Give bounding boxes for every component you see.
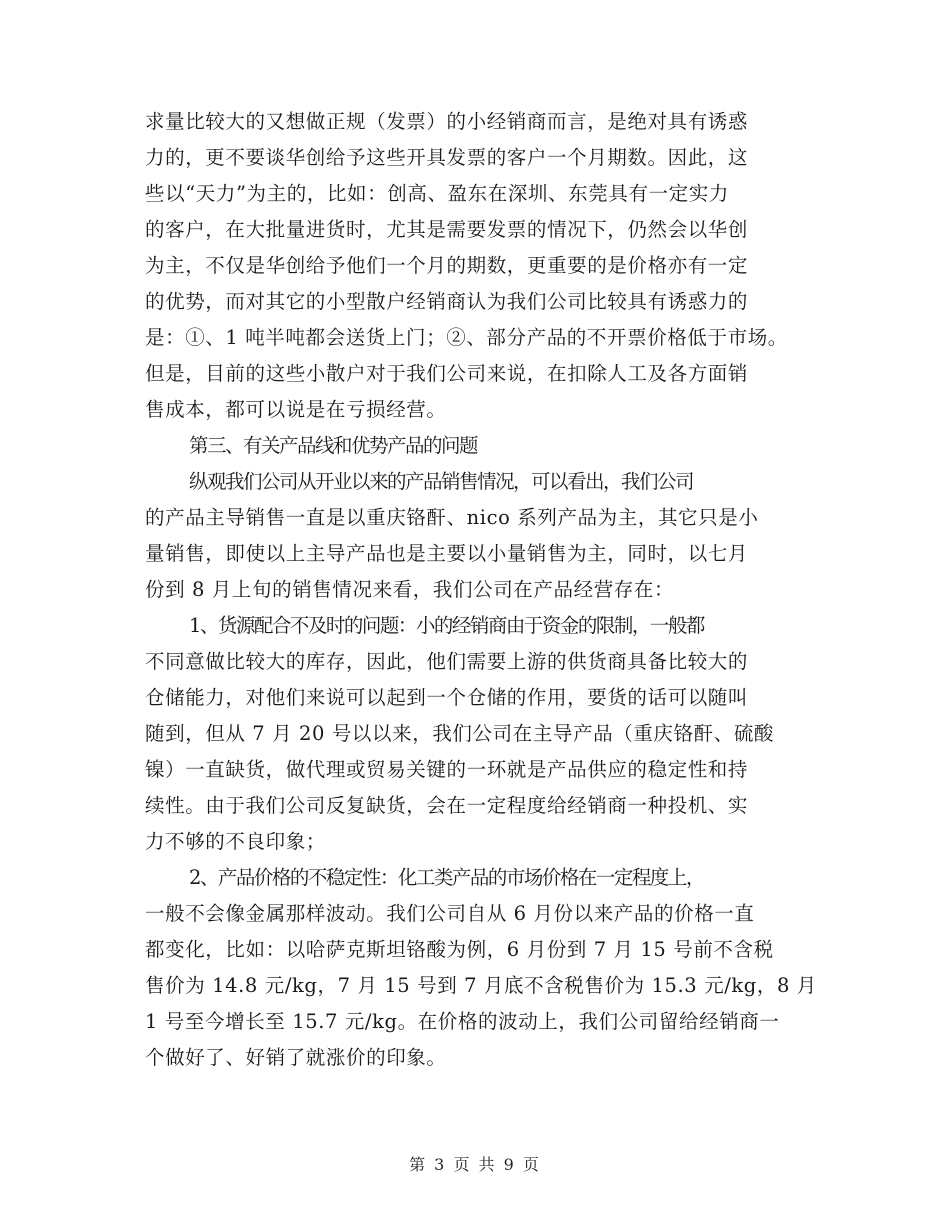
text-line: 为主，不仅是华创给予他们一个月的期数，更重要的是价格亦有一定	[145, 254, 749, 277]
text-line: 随到，但从 7 月 20 号以以来，我们公司在主导产品（重庆铬酐、硫酸	[145, 722, 775, 745]
text-line: 不同意做比较大的库存，因此，他们需要上游的供货商具备比较大的	[145, 650, 749, 673]
text-line: 些以“天力”为主的，比如：创高、盈东在深圳、东莞具有一定实力	[145, 182, 729, 205]
text-line: 求量比较大的又想做正规（发票）的小经销商而言，是绝对具有诱惑	[145, 110, 749, 133]
page-number-footer: 第 3 页 共 9 页	[409, 1155, 541, 1174]
paragraph-first-line: 纵观我们公司从开业以来的产品销售情况，可以看出，我们公司	[189, 470, 694, 493]
paragraph-first-line: 2、产品价格的不稳定性：化工类产品的市场价格在一定程度上，	[189, 866, 704, 889]
text-line: 仓储能力，对他们来说可以起到一个仓储的作用，要货的话可以随叫	[145, 686, 749, 709]
text-line: 份到 8 月上旬的销售情况来看，我们公司在产品经营存在：	[145, 578, 675, 601]
text-line: 售成本，都可以说是在亏损经营。	[145, 398, 447, 421]
paragraph-first-line: 1、货源配合不及时的问题：小的经销商由于资金的限制，一般都	[189, 614, 704, 637]
text-line: 力的，更不要谈华创给予这些开具发票的客户一个月期数。因此，这	[145, 146, 749, 169]
text-line: 力不够的不良印象；	[145, 830, 326, 853]
text-line: 的产品主导销售一直是以重庆铬酐、nico 系列产品为主，其它只是小	[145, 506, 759, 529]
text-line: 的客户，在大批量进货时，尤其是需要发票的情况下，仍然会以华创	[145, 218, 749, 241]
text-line: 但是，目前的这些小散户对于我们公司来说，在扣除人工及各方面销	[145, 362, 749, 385]
text-line: 1 号至今增长至 15.7 元/kg。在价格的波动上，我们公司留给经销商一	[145, 1010, 780, 1033]
paragraph-first-line: 第三、有关产品线和优势产品的问题	[189, 434, 478, 457]
text-line: 镍）一直缺货，做代理或贸易关键的一环就是产品供应的稳定性和持	[145, 758, 749, 781]
text-line: 一般不会像金属那样波动。我们公司自从 6 月份以来产品的价格一直	[145, 902, 755, 925]
text-line: 量销售，即使以上主导产品也是主要以小量销售为主，同时，以七月	[145, 542, 749, 565]
text-line: 都变化，比如：以哈萨克斯坦铬酸为例，6 月份到 7 月 15 号前不含税	[145, 938, 774, 961]
text-line: 续性。由于我们公司反复缺货，会在一定程度给经销商一种投机、实	[145, 794, 749, 817]
text-line: 是：①、1 吨半吨都会送货上门；②、部分产品的不开票价格低于市场。	[145, 326, 788, 349]
text-line: 售价为 14.8 元/kg，7 月 15 号到 7 月底不含税售价为 15.3 元/kg，8 月	[145, 974, 817, 997]
text-line: 的优势，而对其它的小型散户经销商认为我们公司比较具有诱惑力的	[145, 290, 749, 313]
text-line: 个做好了、好销了就涨价的印象。	[145, 1046, 447, 1069]
document-body	[145, 104, 845, 1076]
